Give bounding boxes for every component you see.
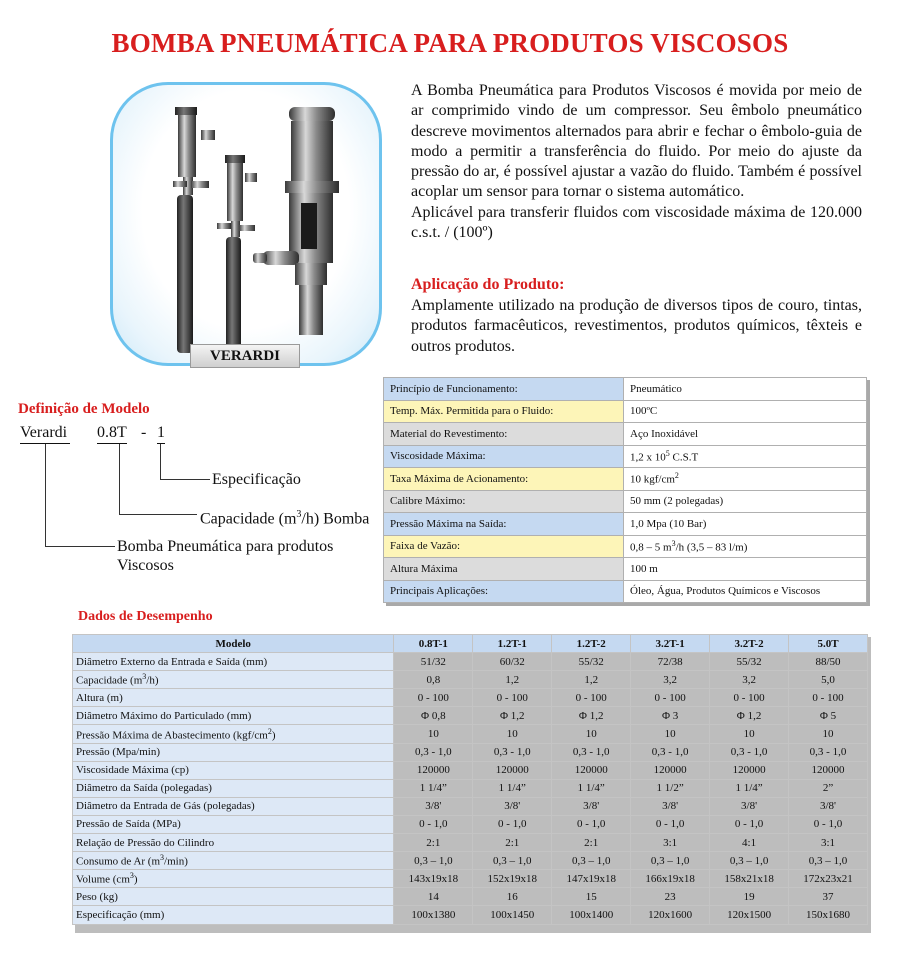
- table-cell: 37: [789, 888, 868, 906]
- table-cell: 0,3 - 1,0: [789, 743, 868, 761]
- spec-value: Aço Inoxidável: [624, 423, 867, 446]
- table-cell: 2:1: [552, 834, 631, 852]
- table-cell: 0,3 - 1,0: [473, 743, 552, 761]
- row-label: Diâmetro da Saída (polegadas): [73, 779, 394, 797]
- leader-line-capacity: [119, 444, 197, 515]
- table-cell: 0 - 1,0: [552, 815, 631, 833]
- table-cell: 15: [552, 888, 631, 906]
- table-cell: 3/8': [789, 797, 868, 815]
- table-cell: 3/8': [473, 797, 552, 815]
- table-cell: 10: [394, 725, 473, 743]
- spec-key: Material do Revestimento:: [384, 423, 624, 446]
- application-text: Amplamente utilizado na produção de diversos tipos de couro, tintas, produtos farmacêuticos, revestimentos, produtos químicos, têxteis e outros produtos.: [411, 297, 862, 355]
- column-header-model: Modelo: [73, 635, 394, 653]
- spec-row: [384, 423, 867, 446]
- table-cell: 0 - 1,0: [710, 815, 789, 833]
- spec-key: Altura Máxima: [384, 558, 624, 581]
- table-row: [73, 834, 868, 852]
- table-cell: 120x1600: [631, 906, 710, 924]
- table-cell: 3/8': [394, 797, 473, 815]
- row-label: Pressão (Mpa/min): [73, 743, 394, 761]
- table-cell: 0,3 – 1,0: [789, 852, 868, 870]
- table-cell: 0,3 – 1,0: [473, 852, 552, 870]
- leader-line-pump: [45, 444, 115, 547]
- spec-key: Calibre Máximo:: [384, 490, 624, 513]
- row-label: Pressão de Saída (MPa): [73, 815, 394, 833]
- table-cell: 3/8': [710, 797, 789, 815]
- table-cell: 0 - 100: [552, 689, 631, 707]
- table-cell: 0,3 – 1,0: [552, 852, 631, 870]
- table-row: [73, 888, 868, 906]
- spec-row: [384, 580, 867, 603]
- table-row: [73, 815, 868, 833]
- model-definition-title: Definição de Modelo: [18, 401, 150, 417]
- table-cell: Φ 5: [789, 707, 868, 725]
- row-label: Especificação (mm): [73, 906, 394, 924]
- table-cell: 3:1: [631, 834, 710, 852]
- spec-row: [384, 468, 867, 491]
- table-cell: 0 - 1,0: [473, 815, 552, 833]
- spec-value: 0,8 – 5 $m^3/h$ (3,5 – 83 l/m): [624, 535, 867, 558]
- label-specification: Especificação: [212, 471, 301, 488]
- table-row: [73, 725, 868, 743]
- table-cell: 10: [789, 725, 868, 743]
- table-cell: 1,2: [473, 671, 552, 689]
- table-row: [73, 743, 868, 761]
- table-cell: 19: [710, 888, 789, 906]
- spec-value: Óleo, Água, Produtos Químicos e Viscosos: [624, 580, 867, 603]
- row-label: Capacidade $(m^3/h)$: [73, 671, 394, 689]
- table-cell: 14: [394, 888, 473, 906]
- column-header: 3.2T-1: [631, 635, 710, 653]
- table-cell: 0,3 – 1,0: [631, 852, 710, 870]
- table-cell: 100x1380: [394, 906, 473, 924]
- table-cell: 120000: [631, 761, 710, 779]
- row-label: Relação de Pressão do Cilindro: [73, 834, 394, 852]
- spec-key: Faixa de Vazão:: [384, 535, 624, 558]
- table-cell: 0,8: [394, 671, 473, 689]
- table-cell: 72/38: [631, 653, 710, 671]
- product-image: [110, 82, 382, 366]
- spec-row: [384, 490, 867, 513]
- table-cell: 10: [473, 725, 552, 743]
- row-label: Altura (m): [73, 689, 394, 707]
- spec-table: [383, 377, 867, 603]
- model-code-dash: -: [141, 424, 147, 441]
- table-row: [73, 761, 868, 779]
- table-cell: 120000: [394, 761, 473, 779]
- table-cell: 51/32: [394, 653, 473, 671]
- table-cell: 2:1: [473, 834, 552, 852]
- table-cell: 158x21x18: [710, 870, 789, 888]
- spec-key: Viscosidade Máxima:: [384, 445, 624, 468]
- spec-key: Pressão Máxima na Saída:: [384, 513, 624, 536]
- spec-row: [384, 558, 867, 581]
- table-cell: Φ 3: [631, 707, 710, 725]
- table-cell: Φ 1,2: [473, 707, 552, 725]
- performance-header-row: [73, 635, 868, 653]
- spec-value: 50 mm (2 polegadas): [624, 490, 867, 513]
- table-cell: 166x19x18: [631, 870, 710, 888]
- table-cell: 0,3 - 1,0: [631, 743, 710, 761]
- column-header: 1.2T-2: [552, 635, 631, 653]
- table-cell: 5,0: [789, 671, 868, 689]
- table-cell: 0,3 - 1,0: [394, 743, 473, 761]
- spec-key: Principais Aplicações:: [384, 580, 624, 603]
- table-cell: 55/32: [552, 653, 631, 671]
- column-header: 1.2T-1: [473, 635, 552, 653]
- description-paragraph: Aplicável para transferir fluidos com viscosidade máxima de 120.000 c.s.t. / (100º): [411, 203, 862, 242]
- spec-value: Pneumático: [624, 378, 867, 401]
- spec-value: 100 m: [624, 558, 867, 581]
- spec-value: 1,0 Mpa (10 Bar): [624, 513, 867, 536]
- table-cell: 10: [631, 725, 710, 743]
- table-cell: 0,3 – 1,0: [394, 852, 473, 870]
- model-code-capacity: 0.8T: [97, 424, 127, 444]
- table-cell: 1 1/4”: [710, 779, 789, 797]
- table-cell: 0 - 100: [789, 689, 868, 707]
- table-row: [73, 797, 868, 815]
- table-cell: 3/8': [552, 797, 631, 815]
- description-paragraph: A Bomba Pneumática para Produtos Viscosos é movida por meio de ar comprimido vindo de um compressor. Seu êmbolo pneumático descreve movimentos alternados para abrir e fechar o êmbolo-guia de modo a permitir a transferência do fluido. Por meio do ajuste da pressão do ar, é possível ajustar a vazão do fluido. Também é possível acoplar um sensor para tornar o sistema automático.: [411, 82, 862, 201]
- table-cell: 4:1: [710, 834, 789, 852]
- table-row: [73, 707, 868, 725]
- table-cell: 0 - 100: [710, 689, 789, 707]
- pump-illustration: [113, 85, 382, 366]
- product-description: [411, 81, 862, 243]
- model-code-spec: 1: [157, 424, 165, 444]
- spec-key: Princípio de Funcionamento:: [384, 378, 624, 401]
- table-row: [73, 779, 868, 797]
- spec-key: Taxa Máxima de Acionamento:: [384, 468, 624, 491]
- label-capacity: Capacidade $(m^3/h)$ Bomba: [200, 509, 370, 528]
- spec-row: [384, 535, 867, 558]
- performance-title: Dados de Desempenho: [78, 609, 213, 624]
- table-cell: 1 1/4”: [552, 779, 631, 797]
- row-label: Viscosidade Máxima (cp): [73, 761, 394, 779]
- performance-table: [72, 634, 868, 925]
- table-cell: 120x1500: [710, 906, 789, 924]
- table-cell: 2:1: [394, 834, 473, 852]
- column-header: 5.0T: [789, 635, 868, 653]
- table-cell: 147x19x18: [552, 870, 631, 888]
- table-cell: 55/32: [710, 653, 789, 671]
- table-row: [73, 852, 868, 870]
- row-label: Peso (kg): [73, 888, 394, 906]
- table-cell: 152x19x18: [473, 870, 552, 888]
- column-header: 3.2T-2: [710, 635, 789, 653]
- table-cell: 1 1/2”: [631, 779, 710, 797]
- table-cell: 120000: [473, 761, 552, 779]
- table-cell: Φ 1,2: [710, 707, 789, 725]
- spec-row: [384, 378, 867, 401]
- table-cell: 120000: [710, 761, 789, 779]
- table-cell: 0,3 - 1,0: [552, 743, 631, 761]
- table-cell: 23: [631, 888, 710, 906]
- table-cell: 143x19x18: [394, 870, 473, 888]
- table-cell: 1,2: [552, 671, 631, 689]
- spec-key: Temp. Máx. Permitida para o Fluido:: [384, 400, 624, 423]
- table-cell: 1 1/4”: [473, 779, 552, 797]
- table-cell: 120000: [552, 761, 631, 779]
- label-pump-type: Bomba Pneumática para produtos Viscosos: [117, 538, 334, 574]
- row-label: Volume $(cm^3)$: [73, 870, 394, 888]
- page-title: BOMBA PNEUMÁTICA PARA PRODUTOS VISCOSOS: [111, 28, 789, 58]
- table-cell: 0 - 1,0: [789, 815, 868, 833]
- column-header: 0.8T-1: [394, 635, 473, 653]
- table-cell: 0 - 100: [473, 689, 552, 707]
- table-cell: 16: [473, 888, 552, 906]
- table-cell: 3,2: [710, 671, 789, 689]
- table-row: [73, 689, 868, 707]
- row-label: Pressão Máxima de Abastecimento $(kgf/cm^2)$: [73, 725, 394, 743]
- table-cell: 0 - 100: [631, 689, 710, 707]
- spec-value: 100ºC: [624, 400, 867, 423]
- table-cell: 100x1400: [552, 906, 631, 924]
- model-code-brand: Verardi: [20, 424, 70, 444]
- row-label: Consumo de Ar $(m^3/\min)$: [73, 852, 394, 870]
- table-cell: 1 1/4”: [394, 779, 473, 797]
- table-cell: 0,3 - 1,0: [710, 743, 789, 761]
- table-cell: 0 - 100: [394, 689, 473, 707]
- table-row: [73, 653, 868, 671]
- row-label: Diâmetro Externo da Entrada e Saída (mm): [73, 653, 394, 671]
- table-cell: Φ 0,8: [394, 707, 473, 725]
- spec-value: 10 kgf/$cm^2$: [624, 468, 867, 491]
- table-cell: 0,3 – 1,0: [710, 852, 789, 870]
- spec-row: [384, 513, 867, 536]
- table-cell: 100x1450: [473, 906, 552, 924]
- application-title: Aplicação do Produto:: [411, 276, 565, 293]
- spec-row: [384, 400, 867, 423]
- table-cell: 3:1: [789, 834, 868, 852]
- spec-value: 1,2 x $10^5$ C.S.T: [624, 445, 867, 468]
- table-cell: Φ 1,2: [552, 707, 631, 725]
- table-cell: 2”: [789, 779, 868, 797]
- row-label: Diâmetro da Entrada de Gás (polegadas): [73, 797, 394, 815]
- table-cell: 10: [552, 725, 631, 743]
- row-label: Diâmetro Máximo do Particulado (mm): [73, 707, 394, 725]
- table-row: [73, 671, 868, 689]
- table-cell: 120000: [789, 761, 868, 779]
- table-cell: 0 - 1,0: [631, 815, 710, 833]
- table-cell: 88/50: [789, 653, 868, 671]
- spec-row: [384, 445, 867, 468]
- table-cell: 10: [710, 725, 789, 743]
- brand-label: VERARDI: [190, 344, 300, 368]
- table-cell: 60/32: [473, 653, 552, 671]
- table-row: [73, 906, 868, 924]
- table-cell: 3,2: [631, 671, 710, 689]
- table-cell: 3/8': [631, 797, 710, 815]
- table-cell: 0 - 1,0: [394, 815, 473, 833]
- table-row: [73, 870, 868, 888]
- table-cell: 150x1680: [789, 906, 868, 924]
- table-cell: 172x23x21: [789, 870, 868, 888]
